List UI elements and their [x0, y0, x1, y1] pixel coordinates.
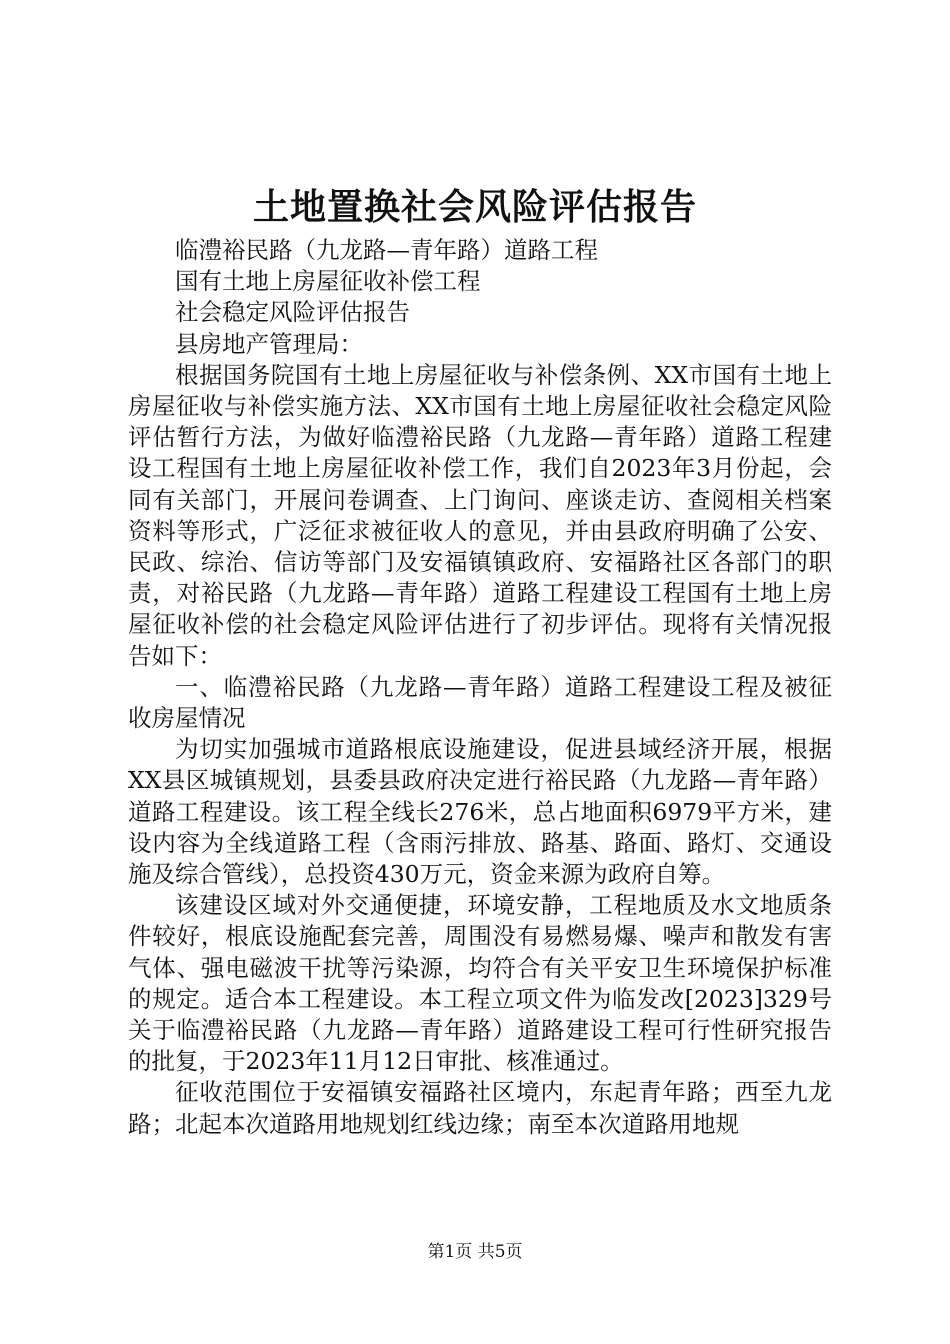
paragraph-project-overview: 为切实加强城市道路根底设施建设，促进县域经济开展，根据XX县区城镇规划，县委县政府决定进行裕民路（九龙路—青年路）道路工程建设。该工程全线长276米，总占地面积6979平方米，建设内容为全线道路工程（含雨污排放、路基、路面、路灯、交通设施及综合管线），总投资430万元，资金来源为政府自筹。	[128, 735, 832, 889]
subtitle-line-report: 社会稳定风险评估报告	[175, 298, 410, 327]
page-number: 第1页 共5页	[427, 1242, 523, 1262]
addressee-line: 县房地产管理局：	[175, 329, 363, 358]
document-title: 土地置换社会风险评估报告	[252, 186, 697, 228]
subtitle-line-compensation: 国有土地上房屋征收补偿工程	[175, 267, 481, 296]
subtitle-line-project: 临澧裕民路（九龙路—青年路）道路工程	[175, 236, 598, 264]
document-body	[128, 235, 832, 1140]
section-heading-1: 一、临澧裕民路（九龙路—青年路）道路工程建设工程及被征收房屋情况	[128, 672, 832, 733]
paragraph-expropriation-scope: 征收范围位于安福镇安福路社区境内，东起青年路；西至九龙路；北起本次道路用地规划红线边缘；南至本次道路用地规	[128, 1078, 832, 1138]
paragraph-site-conditions: 该建设区域对外交通便捷，环境安静，工程地质及水文地质条件较好，根底设施配套完善，周围没有易燃易爆、噪声和散发有害气体、强电磁波干扰等污染源，均符合有关平安卫生环境保护标准的规定。适合本工程建设。本工程立项文件为临发改[2023]329号关于临澧裕民路（九龙路—青年路）道路建设工程可行性研究报告的批复，于2023年11月12日审批、核准通过。	[128, 891, 832, 1076]
paragraph-intro: 根据国务院国有土地上房屋征收与补偿条例、XX市国有土地上房屋征收与补偿实施方法、XX市国有土地上房屋征收社会稳定风险评估暂行方法，为做好临澧裕民路（九龙路—青年路）道路工程建设工程国有土地上房屋征收补偿工作，我们自2023年3月份起，会同有关部门，开展问卷调查、上门询问、座谈走访、查阅相关档案资料等形式，广泛征求被征收人的意见，并由县政府明确了公安、民政、综治、信访等部门及安福镇镇政府、安福路社区各部门的职责，对裕民路（九龙路—青年路）道路工程建设工程国有土地上房屋征收补偿的社会稳定风险评估进行了初步评估。现将有关情况报告如下：	[128, 360, 832, 670]
